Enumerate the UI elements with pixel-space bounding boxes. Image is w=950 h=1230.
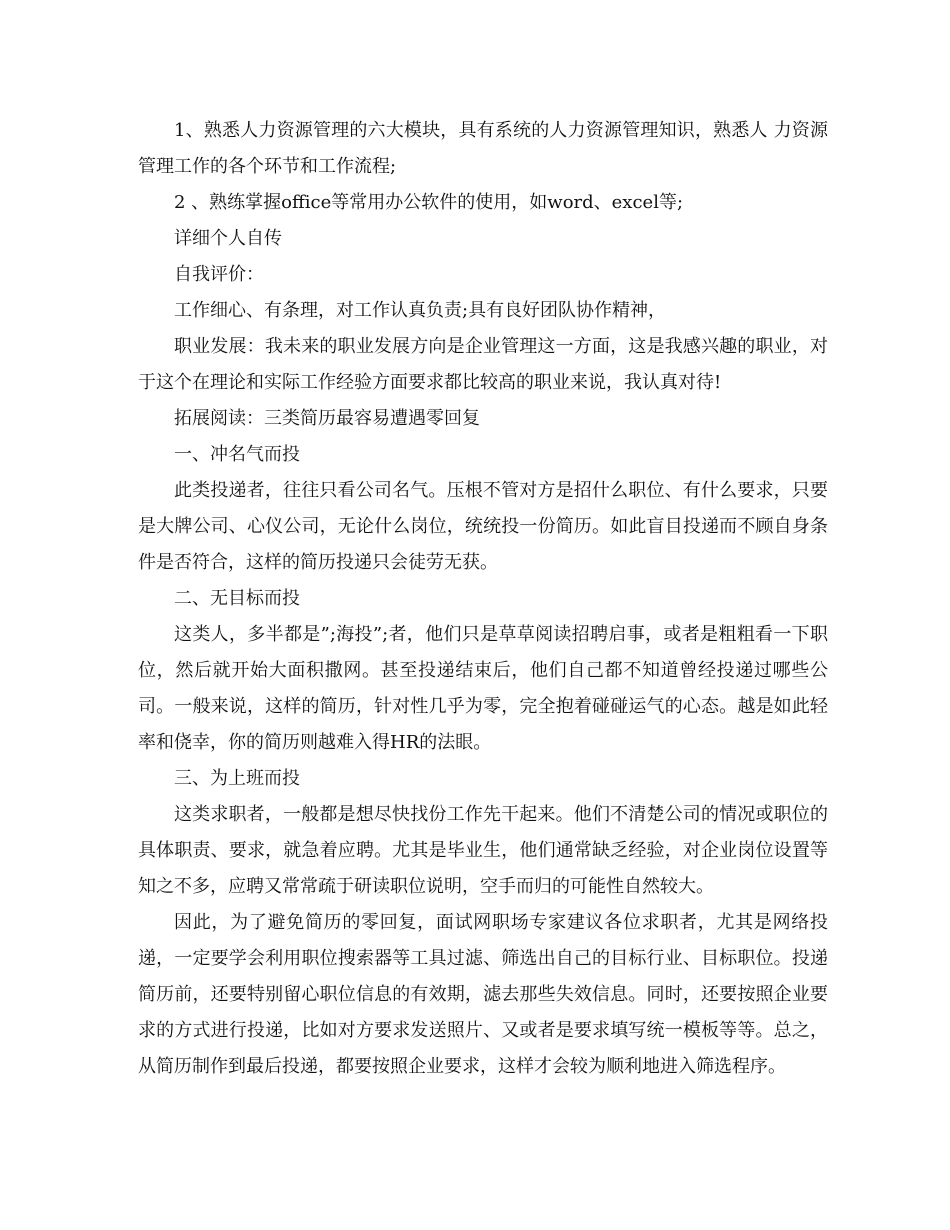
- paragraph-autobiography-heading: 详细个人自传: [174, 228, 282, 249]
- document-body: [138, 113, 828, 1085]
- paragraph-section-3: 这类求职者，一般都是想尽快找份工作先干起来。他们不清楚公司的情况或职位的具体职责、要求，就急着应聘。尤其是毕业生，他们通常缺乏经验，对企业岗位设置等知之不多，应聘又常常疏于研读职位说明，空手而归的可能性自然较大。: [138, 804, 828, 897]
- paragraph-skills-hr: 1、熟悉人力资源管理的六大模块，具有系统的人力资源管理知识，熟悉人 力资源管理工作的各个环节和工作流程;: [138, 120, 828, 177]
- paragraph-section-1: 此类投递者，往往只看公司名气。压根不管对方是招什么职位、有什么要求，只要是大牌公司、心仪公司，无论什么岗位，统统投一份简历。如此盲目投递而不顾自身条件是否符合，这样的简历投递只会徒劳无获。: [138, 480, 828, 573]
- section-heading-2: 二、无目标而投: [174, 588, 300, 609]
- paragraph-skills-office: 2 、熟练掌握office等常用办公软件的使用，如word、excel等;: [174, 192, 684, 213]
- section-heading-3: 三、为上班而投: [174, 768, 300, 789]
- paragraph-self-evaluation-heading: 自我评价：: [174, 264, 264, 285]
- section-heading-1: 一、冲名气而投: [174, 444, 300, 465]
- paragraph-self-evaluation: 工作细心、有条理，对工作认真负责;具有良好团队协作精神，: [174, 300, 667, 321]
- paragraph-extended-reading: 拓展阅读：三类简历最容易遭遇零回复: [174, 408, 480, 429]
- paragraph-conclusion: 因此，为了避免简历的零回复，面试网职场专家建议各位求职者，尤其是网络投递，一定要学会利用职位搜索器等工具过滤、筛选出自己的目标行业、目标职位。投递简历前，还要特别留心职位信息的有效期，滤去那些失效信息。同时，还要按照企业要求的方式进行投递，比如对方要求发送照片、又或者是要求填写统一模板等等。总之，从简历制作到最后投递，都要按照企业要求，这样才会较为顺利地进入筛选程序。: [138, 912, 828, 1077]
- paragraph-section-2: 这类人，多半都是”;海投”;者，他们只是草草阅读招聘启事，或者是粗粗看一下职位，然后就开始大面积撒网。甚至投递结束后，他们自己都不知道曾经投递过哪些公司。一般来说，这样的简历，针对性几乎为零，完全抱着碰碰运气的心态。越是如此轻率和侥幸，你的简历则越难入得HR的法眼。: [138, 624, 828, 753]
- paragraph-career-development: 职业发展：我未来的职业发展方向是企业管理这一方面，这是我感兴趣的职业，对于这个在理论和实际工作经验方面要求都比较高的职业来说，我认真对待!: [138, 336, 828, 393]
